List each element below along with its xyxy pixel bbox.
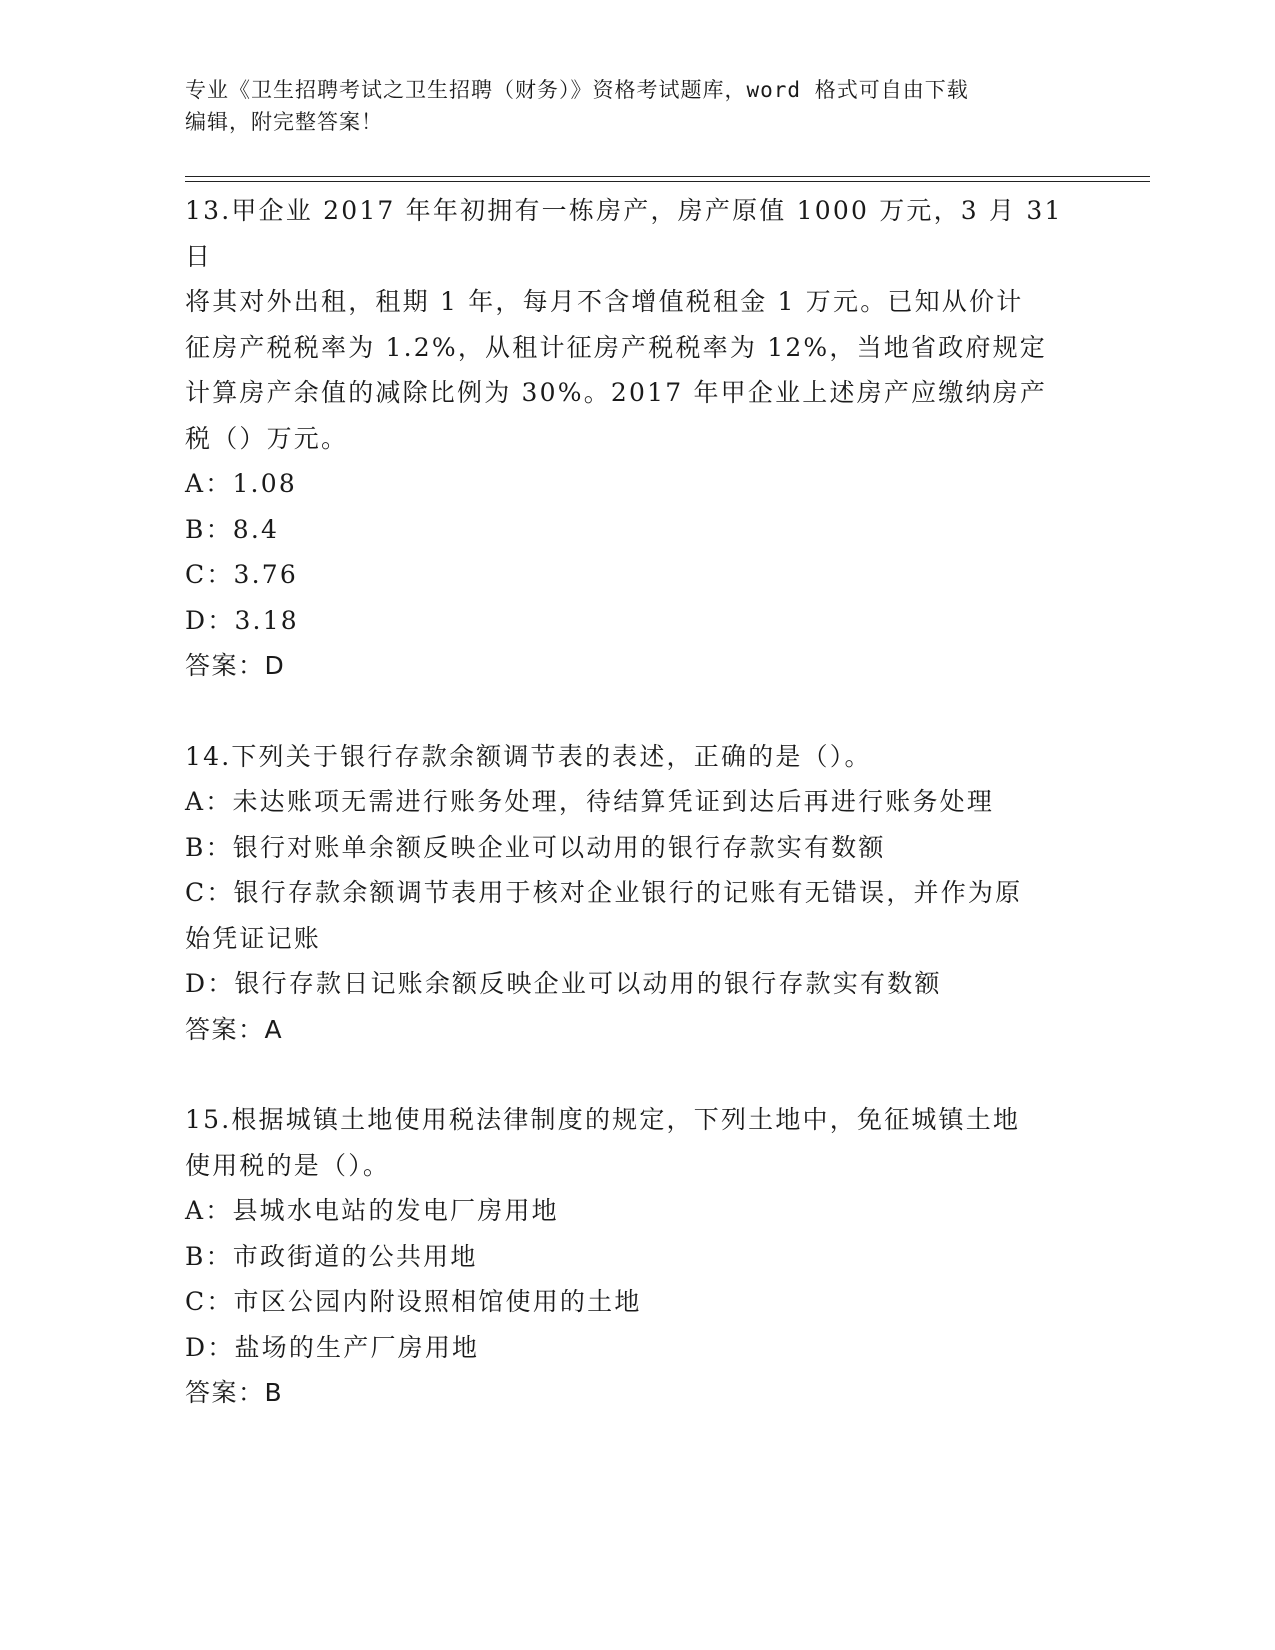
option-c: C：市区公园内附设照相馆使用的土地 [185, 1287, 642, 1316]
question-text-line: 税（）万元。 [185, 423, 349, 453]
option-a: A：未达账项无需进行账务处理，待结算凭证到达后再进行账务处理 [185, 787, 995, 816]
question-text-line: 使用税的是（）。 [185, 1150, 391, 1180]
option-c-continued: 始凭证记账 [185, 923, 322, 953]
question-text-line: 15.根据城镇土地使用税法律制度的规定，下列土地中，免征城镇土地 [185, 1105, 1021, 1134]
header-divider-top [185, 176, 1150, 177]
spacer [185, 689, 1085, 734]
answer: 答案：A [185, 1014, 284, 1044]
answer: 答案：B [185, 1378, 284, 1407]
question-text-line: 13.甲企业 2017 年年初拥有一栋房产，房产原值 1000 万元，3 月 31 日 [185, 196, 1063, 271]
header-line-1: 专业《卫生招聘考试之卫生招聘（财务）》资格考试题库，word 格式可自由下载 [185, 78, 969, 102]
question-list [185, 188, 1085, 1416]
header-line-2: 编辑，附完整答案！ [185, 110, 383, 134]
option-b: B：银行对账单余额反映企业可以动用的银行存款实有数额 [185, 832, 886, 862]
question-13 [185, 188, 1085, 689]
answer: 答案：D [185, 651, 286, 680]
question-text-line: 将其对外出租，租期 1 年，每月不含增值税租金 1 万元。已知从价计 [185, 287, 1024, 316]
spacer [185, 1052, 1085, 1097]
question-text-line: 14.下列关于银行存款余额调节表的表述，正确的是（）。 [185, 741, 872, 771]
option-b: B：8.4 [185, 514, 280, 544]
option-d: D：3.18 [185, 605, 299, 635]
document-header [185, 74, 1065, 138]
question-15 [185, 1097, 1085, 1416]
option-d: D：盐场的生产厂房用地 [185, 1332, 480, 1362]
option-c: C：3.76 [185, 560, 298, 589]
option-d: D：银行存款日记账余额反映企业可以动用的银行存款实有数额 [185, 969, 942, 998]
option-a: A：1.08 [185, 469, 297, 498]
question-14 [185, 734, 1085, 1053]
question-text-line: 计算房产余值的减除比例为 30%。2017 年甲企业上述房产应缴纳房产 [185, 378, 1048, 407]
option-b: B：市政街道的公共用地 [185, 1241, 478, 1271]
header-divider-bottom [185, 181, 1150, 182]
option-c: C：银行存款余额调节表用于核对企业银行的记账有无错误，并作为原 [185, 878, 1023, 907]
question-text-line: 征房产税税率为 1.2%，从租计征房产税税率为 12%，当地省政府规定 [185, 332, 1047, 362]
option-a: A：县城水电站的发电厂房用地 [185, 1196, 559, 1225]
